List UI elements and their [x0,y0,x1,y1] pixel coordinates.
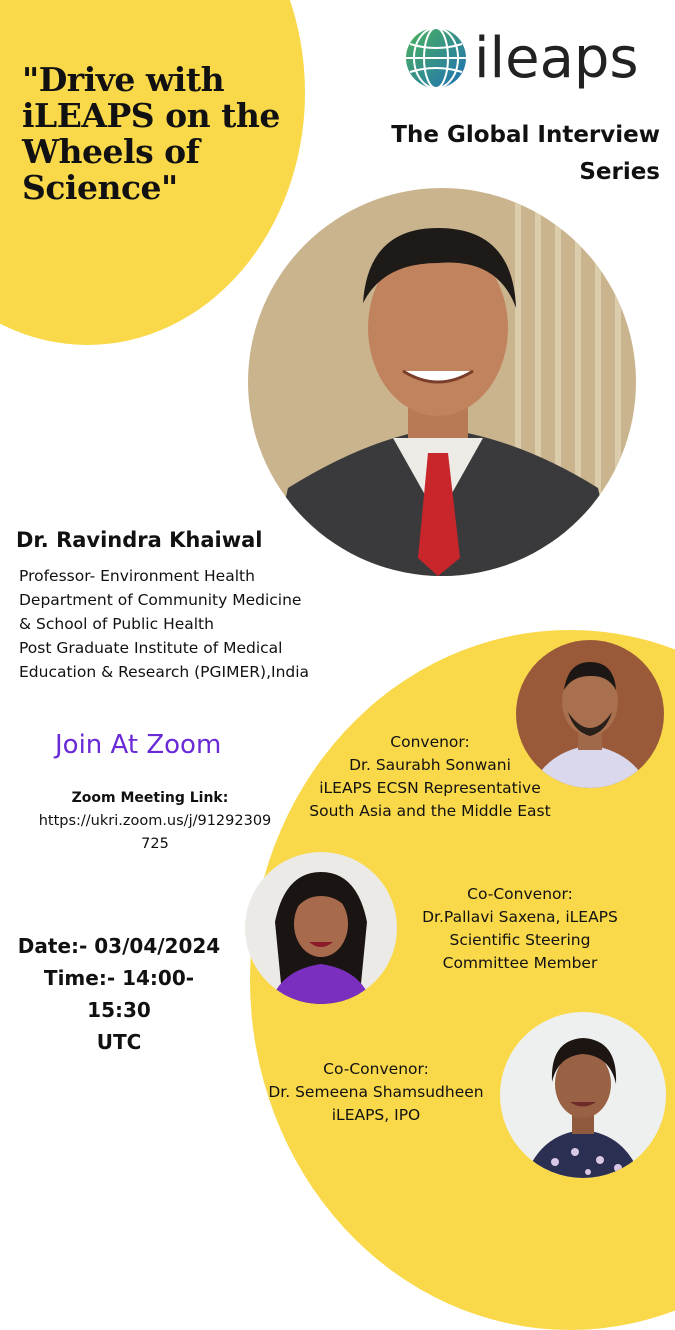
affiliation-line: Post Graduate Institute of Medical [19,639,283,657]
title-line: Wheels of [22,132,200,171]
affiliation-line: Professor- Environment Health [19,567,255,585]
speaker-photo [248,188,636,576]
co-convenor-info [395,883,645,975]
speaker-affiliation [19,564,309,684]
role-line: South Asia and the Middle East [309,802,551,820]
role-line: Committee Member [442,954,598,972]
logo-text: ileaps [474,26,639,91]
speaker-name: Dr. Ravindra Khaiwal [16,528,263,552]
event-time: Time:- 14:00-15:30 [43,966,195,1022]
series-line: Series [579,159,660,185]
role-line: Dr.Pallavi Saxena, iLEAPS [422,908,618,926]
series-line: The Global Interview [391,122,660,148]
event-timezone: UTC [96,1030,142,1054]
role-line: Scientific Steering [449,931,591,949]
title-line: "Drive with [22,60,225,99]
convenor-info [290,731,570,823]
zoom-link-label: Zoom Meeting Link: [71,790,229,806]
ileaps-logo [404,22,669,102]
role-line: Co-Convenor: [467,885,573,903]
title-line: Science" [22,168,178,207]
event-title [22,62,322,206]
globe-icon [404,26,468,90]
co-convenor-photo [500,1012,666,1178]
series-title [330,117,660,191]
affiliation-line: Department of Community Medicine [19,591,302,609]
join-zoom-heading: Join At Zoom [55,730,222,760]
title-line: iLEAPS on the [22,96,280,135]
role-line: Co-Convenor: [323,1060,429,1078]
event-date: Date:- 03/04/2024 [17,934,221,958]
zoom-link-line: https://ukri.zoom.us/j/91292309 [38,813,272,829]
co-convenor-info [245,1058,507,1127]
zoom-link[interactable] [20,810,290,856]
co-convenor-photo [245,852,397,1004]
zoom-link-line: 725 [141,836,169,852]
role-line: Dr. Semeena Shamsudheen [268,1083,484,1101]
schedule [14,930,224,1058]
role-line: iLEAPS ECSN Representative [319,779,541,797]
role-line: Dr. Saurabh Sonwani [349,756,511,774]
affiliation-line: Education & Research (PGIMER),India [19,663,310,681]
affiliation-line: & School of Public Health [19,615,214,633]
role-line: iLEAPS, IPO [331,1106,421,1124]
role-line: Convenor: [390,733,470,751]
